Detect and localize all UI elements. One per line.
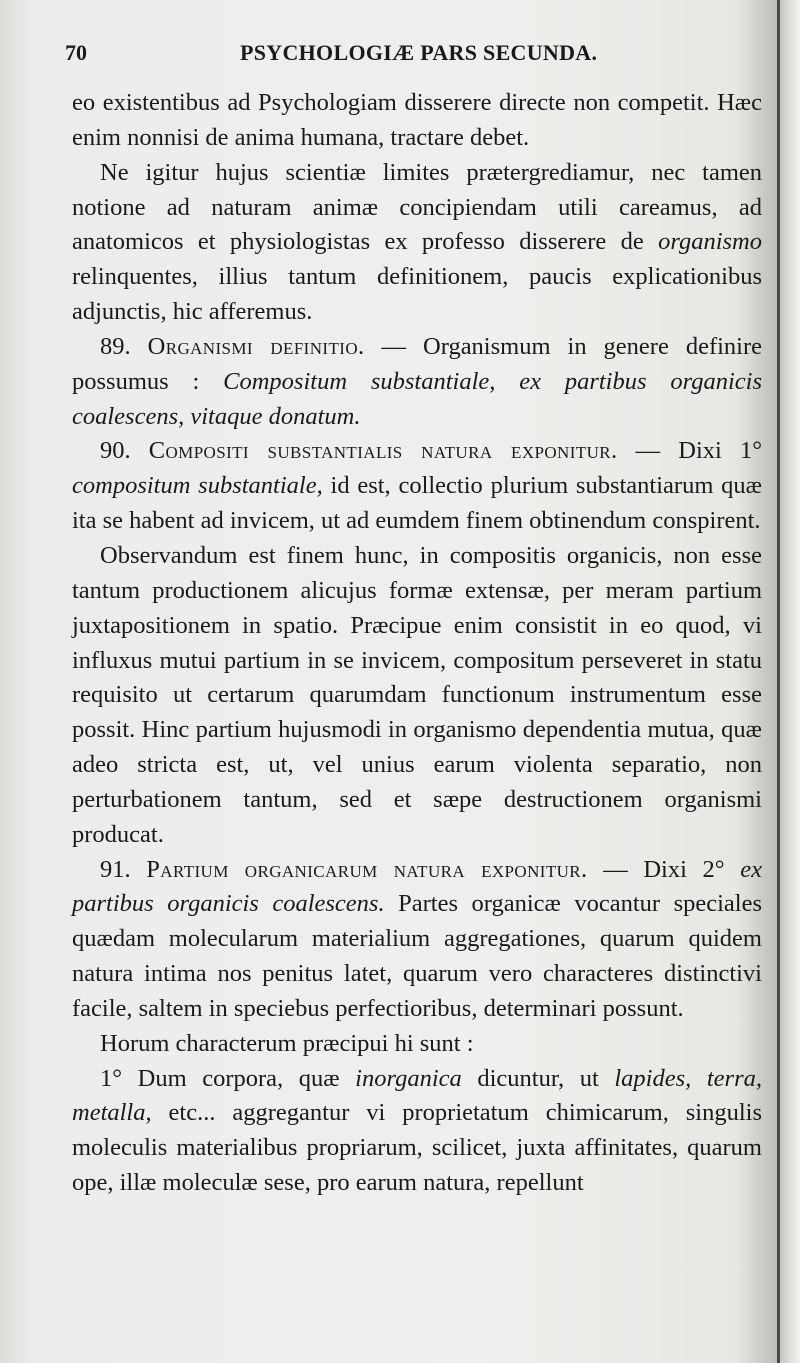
page-header bbox=[65, 40, 755, 74]
paragraph-observandum bbox=[72, 539, 762, 853]
section-91 bbox=[72, 853, 762, 1027]
paragraph-text: 1° Dum corpora, quæ bbox=[100, 1064, 356, 1092]
section-heading: Partium organicarum natura exponitur. bbox=[146, 855, 588, 883]
section-heading: Organismi definitio. bbox=[147, 332, 365, 360]
section-number: 90. bbox=[100, 437, 131, 465]
paragraph-horum bbox=[72, 1027, 762, 1062]
page-body bbox=[72, 86, 762, 1201]
paragraph-text: relinquentes, illius tantum definitionem, paucis explicationibus adjunctis, hic afferemus. bbox=[72, 263, 762, 326]
paragraph-text: id est, collectio plurium substantiarum quæ ita se habent ad invicem, ut ad eumdem finem obtinendum conspirent. bbox=[72, 472, 762, 535]
section-89 bbox=[72, 330, 762, 435]
paragraph-continued bbox=[72, 86, 762, 156]
italic-term: ex partibus organicis coalescens. bbox=[72, 855, 762, 918]
paragraph-text: dicuntur, ut bbox=[461, 1064, 615, 1092]
page-number: 70 bbox=[65, 40, 87, 65]
running-title: PSYCHOLOGIÆ PARS SECUNDA. bbox=[240, 40, 598, 65]
paragraph-point-1 bbox=[72, 1062, 762, 1201]
section-90 bbox=[72, 434, 762, 539]
paragraph-text: — Organismum in genere definire possumus : bbox=[72, 332, 763, 395]
paragraph-text: — Dixi 1° bbox=[617, 437, 763, 465]
paragraph-text: Ne igitur hujus scientiæ limites prætergrediamur, nec tamen notione ad naturam animæ concipiendam utili careamus, ad anatomicos et physiologistas ex professo disserere de bbox=[72, 158, 762, 256]
definition-italic: Compositum substantiale, ex partibus organicis coalescens, vitaque donatum. bbox=[72, 367, 762, 430]
paragraph-text: eo existentibus ad Psychologiam disserere directe non competit. Hæc enim nonnisi de anima humana, tractare debet. bbox=[72, 89, 762, 151]
paragraph-ne-igitur bbox=[72, 156, 762, 330]
paragraph-text: Observandum est finem hunc, in compositis organicis, non esse tantum productionem alicujus formæ extensæ, per meram partium juxtapositionem in spatio. Præcipue enim consistit in eo quod, vi influxus mutui partium in se invicem, compositum perseveret in statu requisito ut certarum quarumdam functionum instrumentum esse possit. Hinc partium hujusmodi in organismo dependentia mutua, quæ adeo stricta est, ut, vel unius earum violenta separatio, non perturbationem tantum, sed et sæpe destructionem organismi producat. bbox=[72, 541, 762, 848]
paragraph-text: Partes organicæ vocantur speciales quædam molecularum materialium aggregationes, quarum quidem natura intima nos penitus latet, quarum vero characteres distinctivi facile, saltem in speciebus perfectioribus, determinari possunt. bbox=[72, 890, 762, 1022]
paragraph-text: etc... aggregantur vi proprietatum chimicarum, singulis moleculis materialibus propriarum, scilicet, juxta affinitates, quarum ope, illæ moleculæ sese, pro earum natura, repellunt bbox=[72, 1099, 762, 1197]
section-heading: Compositi substantialis natura exponitur. bbox=[148, 437, 618, 465]
paragraph-text: Horum characterum præcipui hi sunt : bbox=[100, 1029, 474, 1057]
italic-term: inorganica bbox=[355, 1064, 462, 1092]
section-number: 89. bbox=[100, 332, 131, 360]
paragraph-text: — Dixi 2° bbox=[587, 855, 741, 883]
page-edge-shadow bbox=[777, 0, 780, 1363]
italic-term: compositum substantiale, bbox=[72, 472, 323, 500]
italic-term: organismo bbox=[658, 228, 762, 256]
section-number: 91. bbox=[100, 855, 131, 883]
italic-term: lapides, terra, metalla, bbox=[72, 1064, 762, 1127]
